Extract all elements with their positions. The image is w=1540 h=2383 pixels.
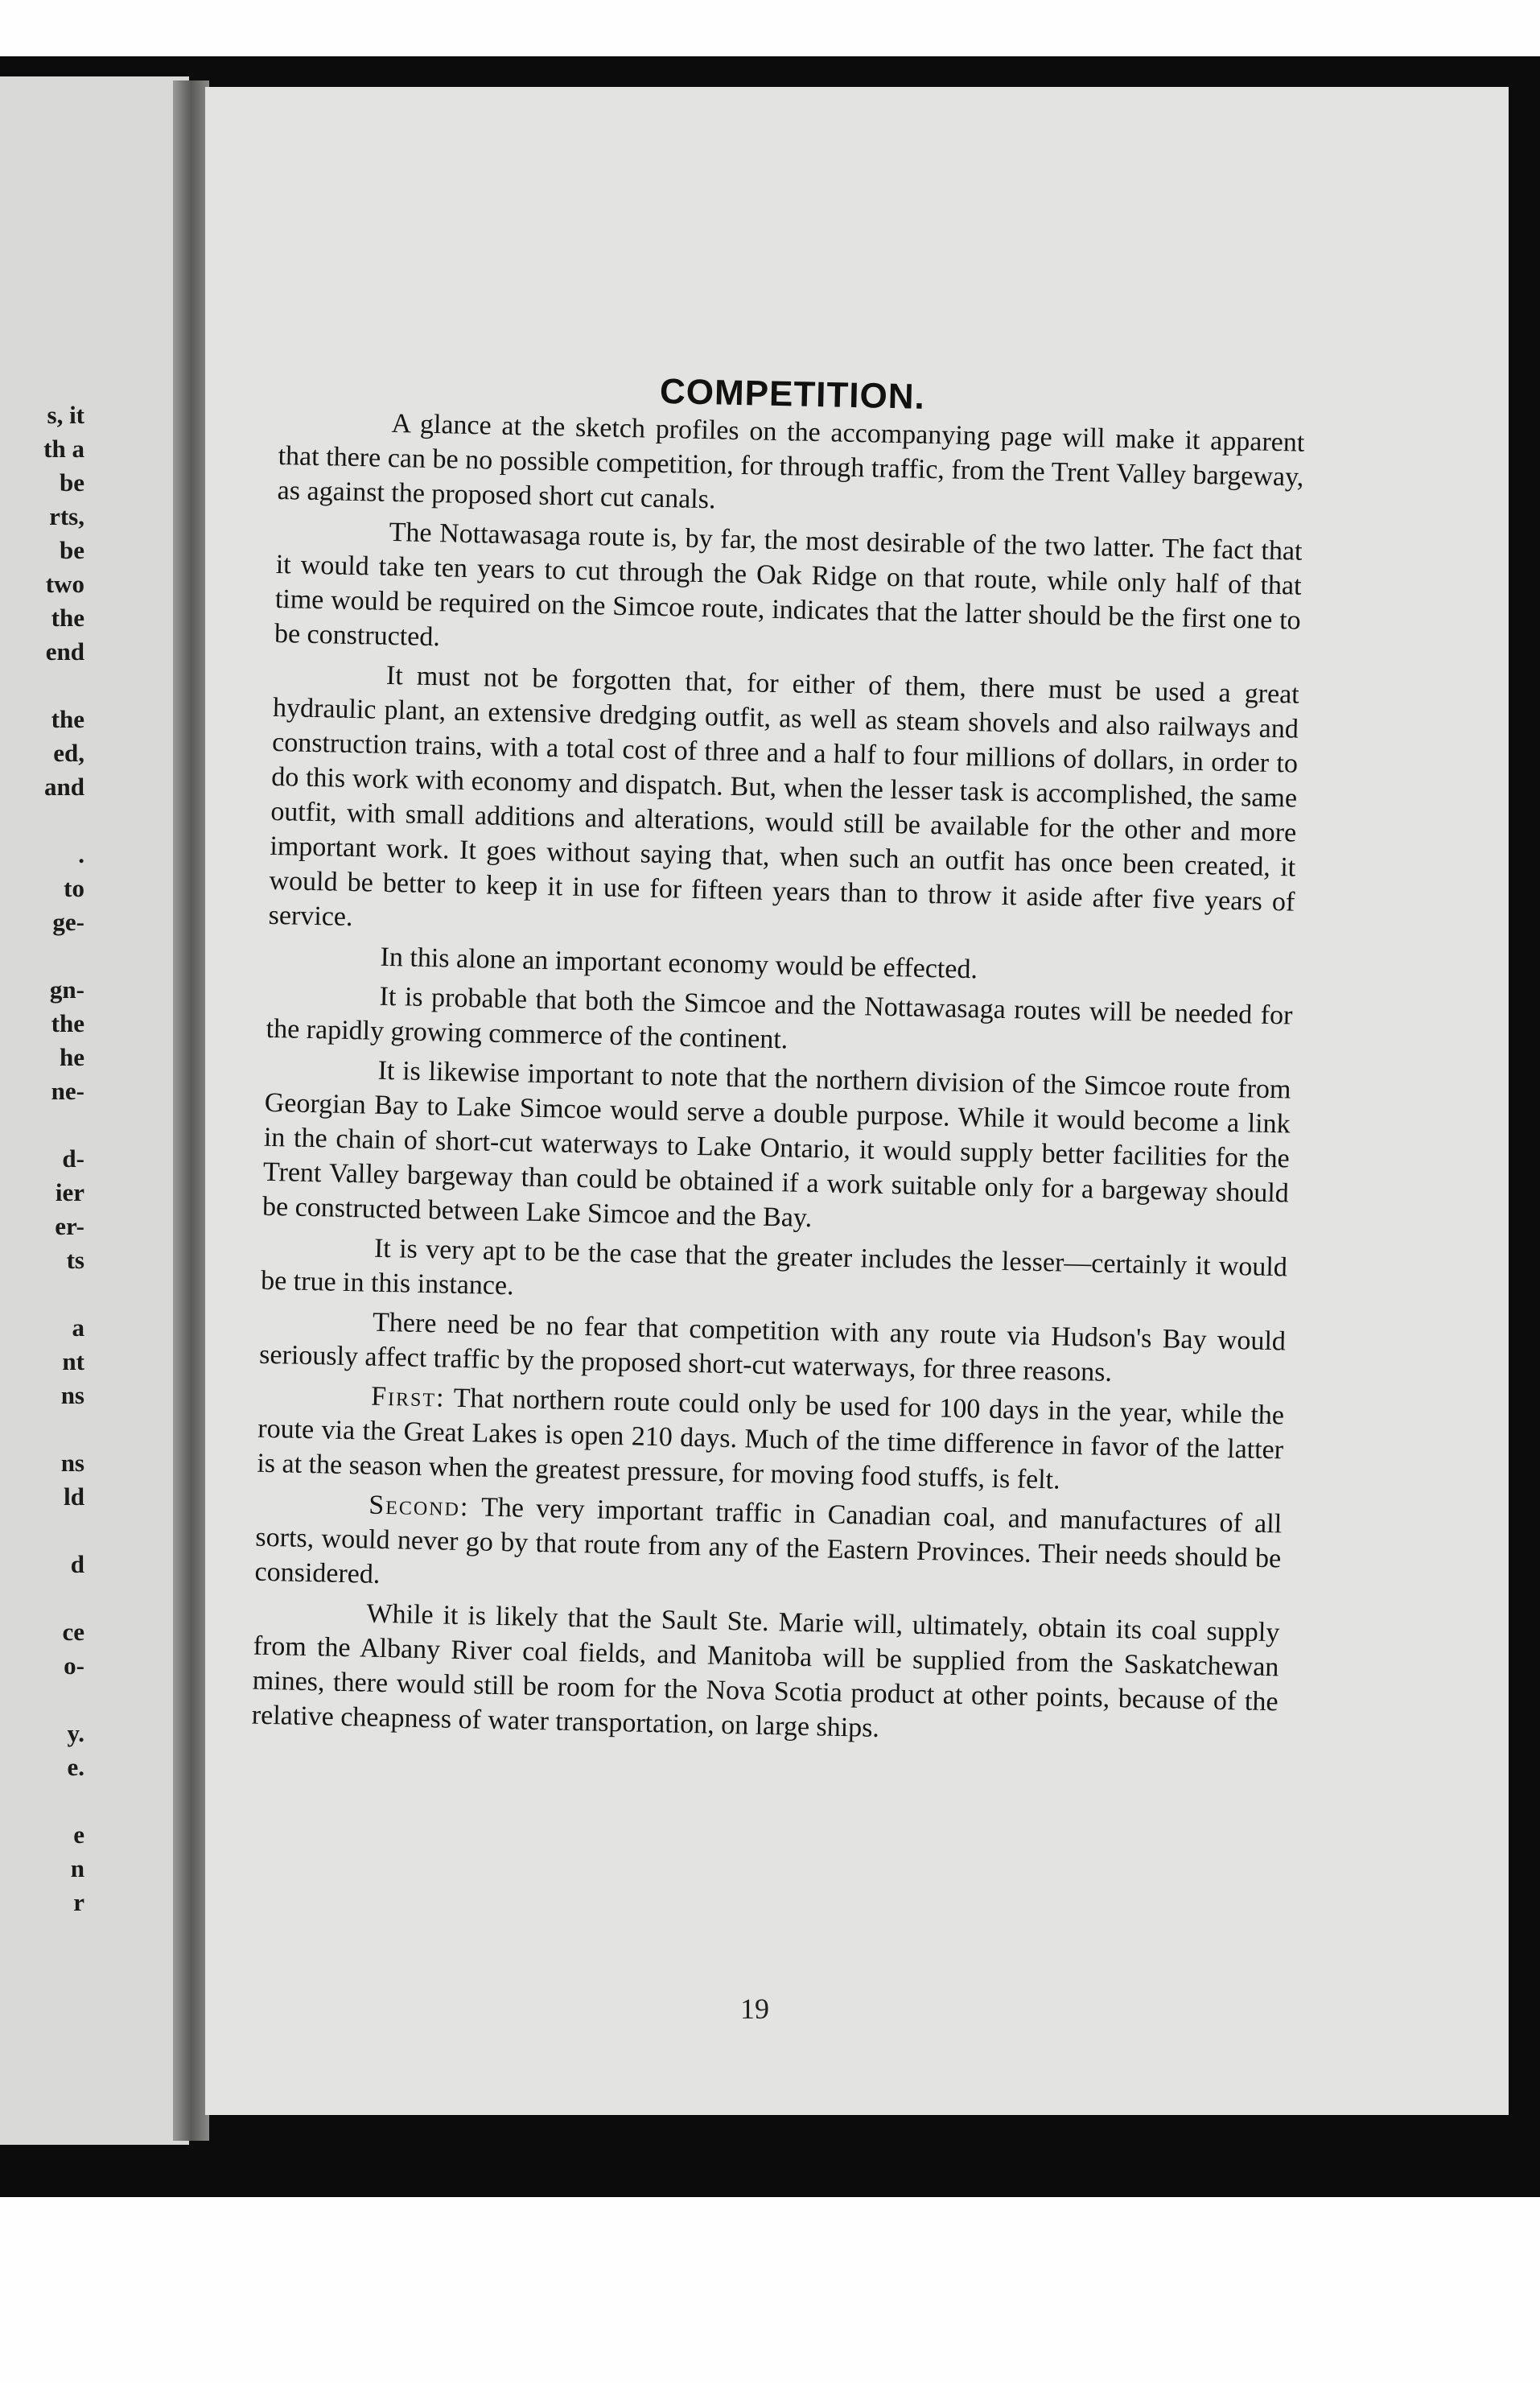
left-page-fragment: be [60, 468, 84, 497]
left-page-fragment: rts, [49, 502, 84, 530]
paragraph-text: The Nottawasaga route is, by far, the most desirable of the two latter. The fact that it would take ten years to cut through the Oak Ridge on that route, while only half of that time would be required on the Simcoe route, indicates that the latter should be the first one to be constructed. [274, 517, 1303, 653]
left-page-fragment: y. [67, 1719, 84, 1747]
left-page-fragment: ns [60, 1381, 84, 1409]
left-page-fragment: o- [64, 1651, 84, 1680]
paragraph-text: That northern route could only be used for 100 days in the year, while the route via the Great Lakes is open 210 days. Much of the time difference in favor of the latter is at the season when the greatest pressure, for moving food stuffs, is felt. [257, 1383, 1285, 1495]
left-page-fragment: to [64, 874, 84, 902]
left-page-fragment: a [72, 1313, 84, 1342]
paragraph [251, 1594, 1279, 1754]
paragraph-text: While it is likely that the Sault Ste. Marie will, ultimately, obtain its coal supply from the Albany River coal fields, and Manitoba will be supplied from the Saskatchewan mines, there would still be room for the Nova Scotia product at other points, because of the relative cheapness of water transportation, on large ships. [251, 1598, 1280, 1743]
left-page-fragment: th a [43, 435, 84, 463]
left-page-fragment [0, 1108, 84, 1142]
left-page-fragment: ier [55, 1178, 84, 1206]
paragraph [277, 404, 1304, 530]
left-page-fragment: r [73, 1888, 84, 1916]
left-page-fragment [0, 1581, 84, 1615]
left-page-fragment [0, 1683, 84, 1717]
paragraph-text: There need be no fear that competition with any route via Hudson's Bay would seriously affect traffic by the proposed short-cut waterways, for three reasons. [258, 1307, 1287, 1387]
page-content [251, 366, 1305, 1758]
left-page-fragment: nt [62, 1347, 84, 1375]
left-page-fragment: er- [55, 1212, 84, 1240]
paragraph [254, 1486, 1282, 1611]
left-page-fragment: . [78, 840, 84, 868]
paragraph-lead: Second: [369, 1490, 470, 1523]
left-page-fragment: d- [62, 1144, 84, 1173]
left-page-fragment: and [44, 773, 84, 801]
left-page-fragment [0, 1784, 84, 1818]
left-page-fragment: ge- [52, 908, 84, 936]
left-page-fragment [0, 804, 84, 838]
paragraph [257, 1377, 1284, 1503]
paragraph-text: It is likewise important to note that the northern division of the Simcoe route from Georgian Bay to Lake Simcoe would serve a double purpose. While it would become a link in the chain of short-cut waterways to Lake Ontario, it would supply better facilities for the Trent Valley bargeway than could be obtained if a work suitable only for a bargeway should be constructed between Lake Simcoe and the Bay. [261, 1055, 1291, 1234]
paragraph-text: A glance at the sketch profiles on the accompanying page will make it apparent that there can be no possible competition, for through traffic, from the Trent Valley bargeway, as against the proposed short cut canals. [277, 408, 1305, 515]
left-page-fragment: ce [62, 1618, 84, 1646]
left-page-fragment: the [51, 705, 84, 733]
body-text [251, 404, 1304, 1754]
paragraph [268, 656, 1299, 954]
left-page-fragment: ts [66, 1246, 84, 1274]
page-title: COMPETITION. [659, 371, 926, 417]
left-page-fragment [0, 1514, 84, 1548]
paragraph [262, 1051, 1291, 1246]
paragraph-text: In this alone an important economy would be effected. [380, 942, 978, 985]
page-number: 19 [740, 1993, 769, 2025]
left-page-fragment: e. [67, 1753, 84, 1781]
paragraph [274, 513, 1303, 673]
left-page-fragment: ed, [53, 739, 84, 767]
left-page-fragment: he [60, 1043, 84, 1071]
left-page-fragment [0, 1277, 84, 1311]
paragraph-text: The very important traffic in Canadian coal, and manufactures of all sorts, would never go by that route from any of the Eastern Provinces. Their needs should be considered. [254, 1492, 1283, 1589]
left-page-fragment: ld [64, 1482, 84, 1511]
left-page-fragment: the [51, 604, 84, 632]
paragraph-text: It is very apt to be the case that the greater includes the lesser—certainly it would be true in this instance. [260, 1233, 1288, 1301]
left-page-fragment: n [70, 1854, 84, 1882]
left-page [0, 76, 189, 2145]
left-page-text-fragments [0, 398, 84, 1919]
left-page-fragment: s, it [47, 401, 84, 429]
left-page-fragment: be [60, 536, 84, 564]
paragraph-text: It is probable that both the Simcoe and the Nottawasaga routes will be needed for the rapidly growing commerce of the continent. [266, 981, 1293, 1055]
left-page-fragment: e [73, 1820, 84, 1849]
book-gutter [173, 80, 209, 2141]
left-page-fragment: end [45, 637, 84, 666]
left-page-fragment [0, 1412, 84, 1446]
paragraph-text: It must not be forgotten that, for either of them, there must be used a great hydraulic plant, an extensive dredging outfit, as well as steam shovels and also railways and construction trains, with a total cost of three and a half to four millions of dollars, in order to do this work with economy and dispatch. But, when the lesser task is accomplished, the same outfit, with small additions and alterations, would still be available for the other and more important work. It goes without saying that, when such an outfit has once been created, it would be better to keep it in use for fifteen years than to throw it aside after five years of service. [268, 660, 1300, 933]
left-page-fragment: ns [60, 1449, 84, 1477]
left-page-fragment: d [70, 1550, 84, 1578]
left-page-fragment [0, 669, 84, 703]
left-page-fragment: ne- [51, 1077, 84, 1105]
left-page-fragment [0, 939, 84, 973]
left-page-fragment: gn- [49, 975, 84, 1004]
left-page-fragment: two [45, 570, 84, 598]
paragraph-lead: First: [370, 1381, 446, 1413]
left-page-fragment: the [51, 1009, 84, 1037]
